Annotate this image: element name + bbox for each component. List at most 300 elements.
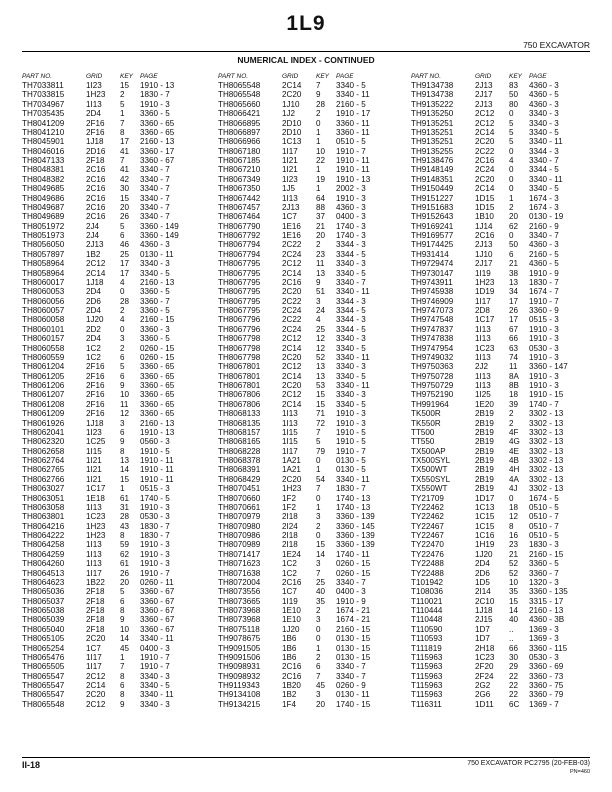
grid-cell: 1J20: [475, 549, 493, 559]
grid-cell: 2J15: [475, 615, 493, 625]
header-page: PAGE: [336, 73, 354, 80]
key-cell: 17: [120, 137, 130, 147]
table-row: [218, 531, 408, 540]
page-cell: 1910 - 3: [140, 540, 170, 550]
key-cell: 2: [509, 202, 514, 212]
key-cell: 20: [316, 231, 326, 240]
table-row: [218, 128, 408, 137]
table-row: [218, 156, 408, 165]
page-cell: 3340 - 7: [140, 193, 170, 203]
key-cell: 22: [316, 156, 326, 165]
page-cell: 3302 - 13: [529, 484, 564, 494]
part-cell: TH8067795: [218, 306, 261, 315]
table-row: [22, 540, 212, 549]
page-cell: 3340 - 11: [529, 174, 563, 184]
grid-cell: 2J13: [86, 240, 104, 250]
page-cell: 3360 - 67: [140, 606, 175, 615]
table-row: [218, 372, 408, 381]
page-cell: 1910 - 11: [140, 465, 174, 475]
key-cell: 0: [316, 493, 321, 503]
grid-cell: 2F16: [86, 381, 105, 390]
page-cell: 1910 - 7: [140, 652, 170, 662]
grid-cell: 2C20: [282, 90, 302, 100]
grid-cell: 1I21: [86, 474, 102, 484]
table-row: [218, 325, 408, 334]
key-cell: 4A: [509, 474, 519, 484]
part-cell: T110593: [411, 634, 443, 644]
key-cell: 22: [509, 671, 519, 681]
page-cell: 3360 - 5: [140, 306, 170, 315]
key-cell: 4: [120, 277, 125, 287]
part-cell: TY22470: [411, 540, 444, 550]
part-cell: T115963: [411, 681, 443, 690]
part-cell: TH8068165: [218, 437, 261, 447]
key-cell: 1: [316, 465, 321, 475]
grid-cell: 2F16: [86, 409, 105, 419]
part-cell: TH8070660: [218, 493, 261, 503]
grid-cell: 2J13: [475, 240, 493, 250]
key-cell: 7: [316, 427, 321, 437]
table-row: [22, 409, 212, 418]
part-cell: TH8062766: [22, 474, 65, 484]
page-cell: 3360 - 3: [140, 324, 170, 334]
part-cell: TH8067801: [218, 371, 261, 381]
table-row: [22, 512, 212, 521]
page-cell: 1740 - 13: [336, 502, 371, 512]
part-cell: TH9745938: [411, 287, 454, 297]
grid-cell: 1C2: [282, 568, 297, 578]
page-cell: 3340 - 3: [529, 118, 559, 128]
grid-cell: 1J14: [475, 221, 493, 231]
table-row: [218, 700, 408, 709]
grid-cell: 2F24: [475, 671, 494, 681]
page-cell: 0260 - 9: [336, 681, 366, 690]
key-cell: 0: [316, 624, 321, 634]
grid-cell: 2C16: [282, 577, 302, 587]
page-cell: 3340 - 7: [336, 577, 366, 587]
table-row: [218, 81, 408, 90]
page-cell: 3360 - 139: [336, 512, 375, 522]
page-cell: 1369 - 7: [529, 699, 559, 709]
key-cell: 14: [120, 465, 130, 475]
part-cell: TH8060157: [22, 334, 65, 344]
grid-cell: 2D4: [86, 306, 101, 315]
page-cell: 0530 - 3: [140, 512, 170, 522]
grid-cell: 1I15: [282, 437, 298, 447]
page-cell: 3340 - 3: [140, 699, 170, 709]
table-row: [22, 194, 212, 203]
page-cell: 0560 - 3: [140, 437, 170, 447]
key-cell: 4F: [509, 427, 519, 437]
table-row: [411, 147, 601, 156]
table-row: [411, 297, 601, 306]
table-row: [218, 587, 408, 596]
table-row: [411, 212, 601, 221]
page-cell: 3340 - 5: [140, 681, 170, 690]
table-row: [218, 100, 408, 109]
key-cell: 3: [316, 690, 321, 700]
part-cell: TH8067795: [218, 296, 261, 306]
table-row: [218, 690, 408, 699]
table-row: [22, 119, 212, 128]
key-cell: 52: [509, 559, 519, 569]
table-row: [22, 269, 212, 278]
key-cell: 9: [120, 437, 125, 447]
key-cell: 61: [120, 559, 130, 569]
grid-cell: 2D6: [475, 568, 490, 578]
table-row: [22, 475, 212, 484]
page-cell: 2160 - 13: [529, 606, 564, 615]
key-cell: 34: [509, 287, 519, 297]
part-cell: TH8068391: [218, 465, 261, 475]
page-cell: 0530 - 3: [529, 652, 559, 662]
table-row: [22, 690, 212, 699]
table-row: [218, 315, 408, 324]
grid-cell: 2C12: [475, 109, 495, 119]
grid-cell: 1I13: [86, 502, 102, 512]
table-row: [218, 119, 408, 128]
page-cell: 2160 - 15: [140, 315, 175, 325]
page-cell: 3302 - 13: [529, 409, 564, 419]
table-row: [411, 175, 601, 184]
grid-cell: 2C20: [86, 690, 106, 700]
table-row: [411, 437, 601, 446]
grid-cell: 2C16: [282, 662, 302, 672]
page-cell: 3340 - 7: [529, 156, 559, 165]
page-cell: 3340 - 7: [336, 277, 366, 287]
table-row: [218, 465, 408, 474]
key-cell: 2: [316, 240, 321, 250]
grid-cell: 1D15: [475, 193, 495, 203]
page-cell: 3344 - 3: [336, 315, 366, 325]
table-row: [411, 606, 601, 615]
page-cell: 3360 - 5: [140, 109, 170, 119]
key-cell: 10: [509, 577, 519, 587]
key-cell: 3: [120, 418, 125, 428]
table-row: [411, 353, 601, 362]
page-cell: 3360 - 135: [529, 587, 568, 597]
table-row: [411, 156, 601, 165]
part-cell: TH9169241: [411, 221, 454, 231]
key-cell: 7: [316, 671, 321, 681]
key-cell: 79: [316, 446, 326, 456]
page-cell: 3344 - 5: [336, 306, 366, 315]
key-cell: 17: [509, 296, 519, 306]
key-cell: 7: [316, 568, 321, 578]
grid-cell: 1E10: [282, 615, 301, 625]
page-cell: 3360 - 139: [336, 531, 375, 540]
table-row: [411, 362, 601, 371]
page-cell: 0510 - 7: [529, 521, 559, 531]
table-row: [22, 372, 212, 381]
part-cell: TH8067796: [218, 315, 261, 325]
part-cell: TH9135250: [411, 109, 454, 119]
grid-cell: 2D10: [282, 118, 302, 128]
grid-cell: 1F2: [282, 502, 296, 512]
table-row: [218, 475, 408, 484]
table-row: [411, 681, 601, 690]
part-cell: TH8065548: [218, 81, 261, 90]
grid-cell: 1B2: [86, 249, 101, 259]
page-cell: 4360 - 3: [529, 99, 559, 109]
grid-cell: 1C13: [282, 137, 302, 147]
table-row: [22, 165, 212, 174]
table-row: [218, 362, 408, 371]
grid-cell: 2C22: [282, 296, 302, 306]
page-cell: 0510 - 5: [336, 137, 366, 147]
part-cell: TH9134738: [411, 81, 454, 90]
table-row: [411, 615, 601, 624]
key-cell: 4: [316, 315, 321, 325]
table-row: [22, 147, 212, 156]
grid-cell: 1I13: [86, 99, 102, 109]
part-cell: TH8051973: [22, 231, 65, 240]
table-row: [218, 344, 408, 353]
table-row: [411, 287, 601, 296]
grid-cell: 1E18: [86, 493, 105, 503]
table-row: [411, 597, 601, 606]
header-key: KEY: [316, 73, 330, 80]
part-cell: TH8056050: [22, 240, 65, 250]
part-cell: TH8065038: [22, 606, 65, 615]
part-cell: TH8060101: [22, 324, 65, 334]
grid-cell: 2B19: [475, 474, 494, 484]
page-cell: 2160 - 5: [529, 249, 559, 259]
key-cell: 4E: [509, 446, 519, 456]
grid-cell: 1J5: [282, 184, 296, 194]
grid-cell: 2C12: [86, 699, 106, 709]
part-cell: TH9730147: [411, 268, 454, 278]
table-row: [218, 559, 408, 568]
key-cell: 39: [509, 399, 519, 409]
key-cell: 6C: [509, 699, 520, 709]
page-cell: 2160 - 15: [529, 549, 564, 559]
page-header: [0, 0, 612, 65]
table-row: [411, 428, 601, 437]
key-cell: 19: [316, 174, 326, 184]
key-cell: 1: [316, 137, 321, 147]
header-key: KEY: [120, 73, 134, 80]
key-cell: 21: [509, 259, 519, 269]
grid-cell: 2C12: [86, 259, 106, 269]
key-cell: 6: [509, 249, 514, 259]
grid-cell: 2C14: [282, 343, 302, 353]
part-cell: TH8071623: [218, 559, 261, 569]
index-heading: NUMERICAL INDEX - CONTINUED: [237, 55, 375, 65]
part-cell: TH8067795: [218, 259, 261, 269]
grid-cell: 2B19: [475, 427, 494, 437]
part-cell: TH8067795: [218, 277, 261, 287]
table-row: [22, 344, 212, 353]
page-cell: 1910 - 5: [140, 446, 170, 456]
table-row: [22, 306, 212, 315]
grid-cell: 2F16: [86, 127, 105, 137]
grid-cell: 2F16: [86, 362, 105, 372]
table-row: [411, 456, 601, 465]
key-cell: 28: [120, 296, 130, 306]
table-row: [218, 653, 408, 662]
page-cell: 3360 - 75: [529, 681, 564, 690]
table-row: [411, 306, 601, 315]
table-row: [22, 484, 212, 493]
grid-cell: 1B20: [282, 681, 301, 690]
key-cell: 63: [509, 343, 519, 353]
part-cell: TH8065505: [22, 662, 65, 672]
table-row: [411, 128, 601, 137]
part-cell: T116311: [411, 699, 442, 709]
table-row: [22, 156, 212, 165]
grid-cell: 2I14: [475, 587, 491, 597]
page-cell: 3344 - 5: [336, 249, 366, 259]
key-cell: 2: [316, 606, 321, 615]
key-cell: 3: [316, 296, 321, 306]
page-cell: 0400 - 3: [140, 643, 170, 653]
grid-cell: 2C10: [475, 596, 495, 606]
table-row: [218, 240, 408, 249]
table-row: [411, 231, 601, 240]
grid-cell: 1B10: [475, 212, 494, 222]
grid-cell: 1D7: [475, 634, 490, 644]
table-row: [22, 494, 212, 503]
table-row: [218, 662, 408, 671]
column-header: [22, 72, 212, 81]
part-cell: TH8071417: [218, 549, 261, 559]
page-cell: 0260 - 15: [140, 343, 175, 353]
key-cell: 0: [509, 184, 514, 194]
table-row: [218, 484, 408, 493]
key-cell: 83: [509, 81, 519, 90]
key-cell: 43: [120, 521, 130, 531]
grid-cell: 2D16: [86, 146, 106, 156]
page-cell: 3360 - 7: [140, 296, 170, 306]
page-cell: 1320 - 3: [529, 577, 559, 587]
key-cell: 3: [316, 559, 321, 569]
key-cell: 9: [316, 277, 321, 287]
grid-cell: 1J2: [282, 109, 296, 119]
grid-cell: 1I13: [86, 540, 102, 550]
table-row: [22, 128, 212, 137]
key-cell: 10: [120, 624, 130, 634]
key-cell: 0: [120, 287, 125, 297]
part-cell: TH931414: [411, 249, 449, 259]
table-row: [22, 390, 212, 399]
table-row: [411, 278, 601, 287]
grid-cell: 1C7: [282, 212, 297, 222]
key-cell: 4H: [509, 465, 520, 475]
table-row: [22, 681, 212, 690]
page-cell: 3340 - 3: [336, 259, 366, 269]
key-cell: 5: [509, 137, 514, 147]
part-cell: TH8067796: [218, 324, 261, 334]
table-row: [22, 184, 212, 193]
page-cell: 3360 - 73: [529, 671, 564, 681]
part-cell: TH8067464: [218, 212, 261, 222]
grid-cell: 1J18: [86, 137, 104, 147]
key-cell: 8: [120, 127, 125, 137]
grid-cell: 1I21: [86, 456, 102, 465]
table-row: [218, 428, 408, 437]
table-row: [22, 240, 212, 249]
table-row: [22, 109, 212, 118]
part-cell: TH8065660: [218, 99, 261, 109]
part-cell: TH9135222: [411, 99, 454, 109]
key-cell: 1: [316, 165, 321, 175]
page-cell: 1910 - 11: [140, 456, 174, 465]
grid-cell: 2D4: [86, 287, 101, 297]
key-cell: 2: [316, 652, 321, 662]
key-cell: 16: [509, 531, 519, 540]
part-cell: T115963: [411, 652, 443, 662]
key-cell: 12: [316, 334, 326, 344]
grid-cell: 1E16: [282, 231, 301, 240]
table-row: [411, 400, 601, 409]
key-cell: 20: [120, 577, 130, 587]
page-cell: 3340 - 7: [140, 184, 170, 194]
table-row: [22, 531, 212, 540]
page-cell: 3302 - 13: [529, 456, 564, 465]
part-cell: TH8064623: [22, 577, 65, 587]
part-cell: TH7033815: [22, 90, 65, 100]
part-cell: TH8067794: [218, 249, 261, 259]
grid-cell: 2C20: [86, 634, 106, 644]
part-cell: TH8061208: [22, 399, 65, 409]
table-row: [411, 578, 601, 587]
key-cell: 7: [316, 81, 321, 90]
table-row: [218, 569, 408, 578]
part-cell: TH8060056: [22, 296, 65, 306]
part-cell: TH9098931: [218, 662, 261, 672]
table-row: [411, 334, 601, 343]
part-cell: TK550R: [411, 418, 441, 428]
part-cell: TH8061207: [22, 390, 65, 400]
grid-cell: 1I17: [86, 662, 102, 672]
page-cell: 3360 - 65: [140, 127, 175, 137]
page-cell: 3360 - 5: [529, 559, 559, 569]
part-cell: TH9169577: [411, 231, 454, 240]
part-cell: TH8073665: [218, 596, 261, 606]
key-cell: 20: [316, 699, 326, 709]
grid-cell: 2C16: [86, 193, 106, 203]
page-cell: 3360 - 65: [140, 371, 175, 381]
table-row: [22, 400, 212, 409]
part-cell: TH8058964: [22, 259, 65, 269]
page-cell: 3340 - 11: [336, 474, 370, 484]
grid-cell: 2F18: [86, 156, 105, 165]
header-grid: GRID: [282, 73, 299, 80]
key-cell: 29: [509, 662, 519, 672]
table-row: [22, 597, 212, 606]
page-cell: 0510 - 5: [529, 502, 559, 512]
part-cell: TH7035435: [22, 109, 65, 119]
grid-cell: 1I17: [475, 296, 491, 306]
page-cell: 3315 - 17: [529, 596, 564, 606]
table-row: [22, 465, 212, 474]
table-row: [22, 362, 212, 371]
grid-cell: 1D11: [475, 699, 494, 709]
grid-cell: 1I19: [282, 596, 298, 606]
page-cell: 1910 - 7: [140, 662, 170, 672]
part-cell: TH8065040: [22, 624, 65, 634]
part-cell: TH8049687: [22, 202, 65, 212]
key-cell: 4: [509, 156, 514, 165]
page-cell: 3340 - 5: [529, 127, 559, 137]
page-cell: 3340 - 11: [336, 90, 370, 100]
header-rule: [22, 51, 590, 52]
table-row: [411, 137, 601, 146]
part-cell: TH8065037: [22, 596, 65, 606]
part-cell: TH8070986: [218, 531, 261, 540]
grid-cell: 2C24: [282, 306, 302, 315]
